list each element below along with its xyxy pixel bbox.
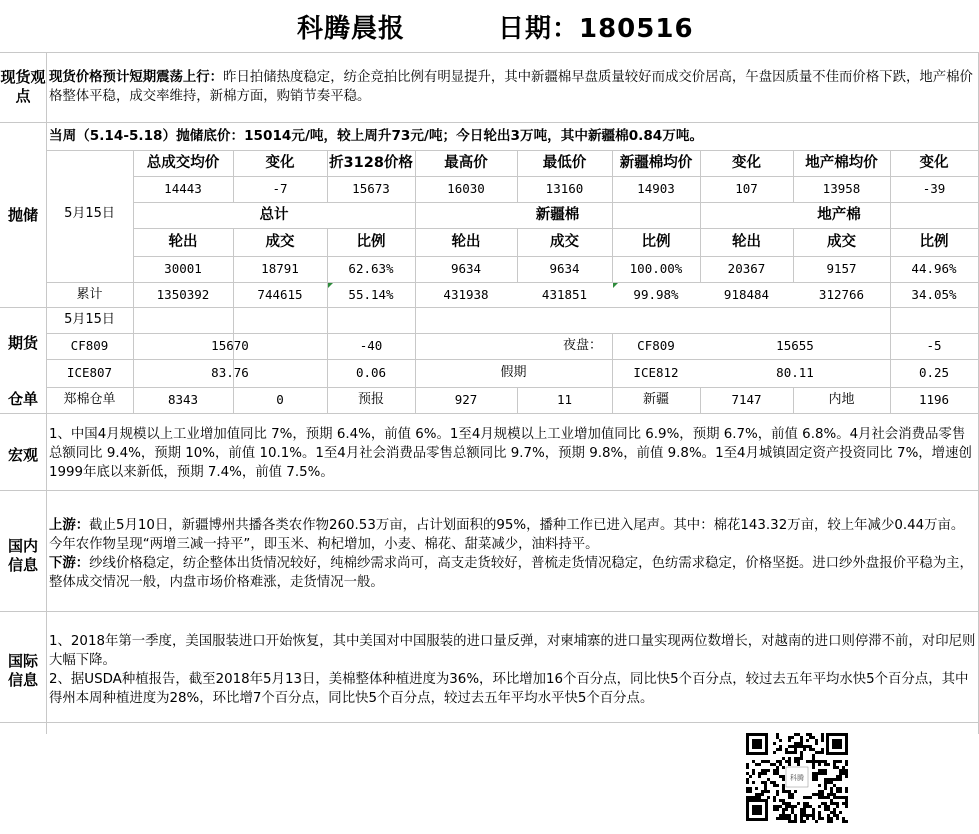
warehouse-forecast: 927 (454, 392, 478, 407)
group-header-total: 总计 (259, 207, 289, 223)
sub-header-local-ratio: 比例 (919, 234, 949, 250)
price-value-local-avg: 13958 (822, 181, 861, 196)
downstream-text: 纱线价格稳定，纺企整体出货情况较好，纯棉纱需求尚可，高支走货较好，普梳走货情况稳定，色纺需求稳定，价格坚挺。进口纱外盘报价平稳为主，整体成交情况一般，内盘市场价格难涨，走货情况一般。 (49, 556, 973, 590)
daily-local-deal: 9157 (826, 261, 857, 276)
ice-back-code: ICE812 (633, 365, 679, 380)
warehouse-section-label: 仓单 (7, 390, 38, 408)
warehouse-inland-value: 1196 (918, 392, 950, 407)
sub-header-xinjiang-out: 轮出 (451, 234, 481, 250)
ice-front-price: 83.76 (211, 365, 249, 380)
warehouse-change: 0 (276, 392, 284, 407)
price-header-change: 变化 (265, 155, 295, 171)
sub-header-local-deal: 成交 (827, 234, 856, 250)
price-value-local-change: -39 (922, 181, 946, 196)
ice-front-code: ICE807 (66, 365, 113, 380)
futures-section-label: 期货 (7, 334, 38, 352)
international-item-1: 1、2018年第一季度，美国服装进口开始恢复，其中美国对中国服装的进口量反弹，对柬埔寨的进口量实现两位数增长，对越南的进口则停滞不前，对印尼则大幅下降。 (49, 634, 976, 668)
cum-total-out: 1350392 (156, 287, 210, 302)
cf-night-change: -5 (926, 338, 942, 353)
international-item-2: 2、据USDA种植报告，截至2018年5月13日，美棉整体种植进度为36%，环比增加16个百分点，同比快5个百分点，较过去五年平均水快5个百分点，其中得州本周种植进度为28%，环比增7个百分点，同比快5个百分点，较过去五年平均水平快5个百分点。 (49, 672, 969, 706)
warehouse-receipts: 8343 (167, 392, 199, 407)
price-value-avg: 14443 (164, 181, 202, 196)
warehouse-name: 郑棉仓单 (63, 392, 116, 407)
price-header-local-change: 变化 (919, 155, 949, 171)
qr-logo-text: 科腾 (790, 774, 804, 782)
daily-local-out: 20367 (727, 261, 766, 276)
ice-front-change: 0.06 (355, 365, 387, 380)
sub-header-xinjiang-ratio: 比例 (641, 234, 671, 250)
price-header-xinjiang-avg: 新疆棉均价 (619, 155, 693, 171)
daily-total-ratio: 62.63% (348, 261, 394, 276)
cum-local-deal: 312766 (818, 287, 865, 302)
upstream-label: 上游： (49, 518, 90, 533)
cf-day-price: 15670 (211, 338, 249, 353)
macro-section-label: 宏观 (7, 446, 38, 464)
group-header-xinjiang: 新疆棉 (535, 207, 580, 223)
daily-total-deal: 18791 (261, 261, 299, 276)
cf-night-price: 15655 (776, 338, 814, 353)
cum-total-ratio: 55.14% (348, 287, 394, 302)
domestic-upstream (49, 516, 976, 554)
daily-xinjiang-out: 9634 (450, 261, 482, 276)
upstream-text: 截止5月10日，新疆博州共播各类农作物260.53万亩，占计划面积的95%，播种工作已进入尾声。其中：棉花143.32万亩，较上年减少0.44万亩。今年农作物呈现“两增三减一持平”，即玉米、枸杞增加，小麦、棉花、甜菜减少，油料持平。 (49, 518, 965, 552)
cf-day-change: -40 (359, 338, 383, 353)
price-value-change: -7 (272, 181, 288, 196)
reserve-section-label: 抛储 (7, 206, 38, 224)
cum-xinjiang-ratio: 99.98% (633, 287, 679, 302)
international-section-label: 国际信息 (7, 652, 38, 689)
price-value-low: 13160 (545, 181, 584, 196)
price-header-local-avg: 地产棉均价 (805, 155, 878, 171)
spot-headline: 现货价格预计短期震荡上行： (49, 70, 224, 85)
price-header-avg: 总成交均价 (146, 155, 220, 171)
cum-local-out: 918484 (723, 287, 770, 302)
group-header-local: 地产棉 (817, 207, 861, 223)
daily-total-out: 30001 (164, 261, 202, 276)
report-date: 日期：180516 (498, 14, 694, 44)
downstream-label: 下游： (49, 556, 90, 571)
warehouse-forecast-change: 11 (556, 392, 573, 407)
sub-header-total-deal: 成交 (265, 234, 295, 250)
price-header-low: 最低价 (542, 155, 587, 171)
report-header (0, 0, 979, 52)
holiday-note: 假期 (500, 365, 527, 380)
night-session-label: 夜盘： (562, 338, 602, 353)
ice-back-change: 0.25 (918, 365, 950, 380)
sub-header-total-ratio: 比例 (356, 234, 386, 250)
domestic-section-label: 国内信息 (7, 537, 38, 574)
price-value-xinjiang-change: 107 (735, 181, 758, 196)
daily-xinjiang-deal: 9634 (549, 261, 580, 276)
cum-xinjiang-out: 431938 (443, 287, 489, 302)
daily-xinjiang-ratio: 100.00% (629, 261, 683, 276)
price-header-xinjiang-change: 变化 (732, 155, 761, 171)
cumulative-label: 累计 (76, 287, 103, 302)
warehouse-xinjiang-label: 新疆 (642, 392, 669, 407)
sub-header-xinjiang-deal: 成交 (550, 234, 579, 250)
cf-night-code: CF809 (637, 338, 675, 353)
cum-total-deal: 744615 (257, 287, 303, 302)
warehouse-inland-label: 内地 (828, 392, 855, 407)
spot-view-paragraph (49, 68, 976, 106)
ice-back-price: 80.11 (776, 365, 814, 380)
macro-text: 1、中国4月规模以上工业增加值同比 7%，预期 6.4%，前值 6%。1至4月规模以上工业增加值同比 6.9%，预期 6.7%，前值 6.8%。4月社会消费品零售总额同比 9.4%，预期 10%，前值 10.1%。1至4月社会消费品零售总额同比 9.7%，预期 9.8%，前值 9.8%。1至4月城镇固定资产投资同比 7%，增速创1999年底以来新低，预期 7.4%，前值 7.5%。 (49, 427, 972, 480)
cf-day-code: CF809 (70, 338, 109, 353)
price-value-high: 16030 (447, 181, 485, 196)
warehouse-forecast-label: 预报 (357, 392, 384, 407)
report-title: 科腾晨报 (297, 14, 406, 44)
price-value-3128: 15673 (352, 181, 390, 196)
qr-code (744, 731, 850, 823)
price-header-high: 最高价 (444, 155, 488, 171)
sub-header-local-out: 轮出 (732, 234, 761, 250)
reserve-summary: 当周（5.14-5.18）抛储底价：15014元/吨，较上周升73元/吨；今日轮出3万吨，其中新疆棉0.84万吨。 (49, 128, 704, 144)
cum-local-ratio: 34.05% (911, 287, 957, 302)
futures-date: 5月15日 (64, 312, 115, 327)
sub-header-total-out: 轮出 (168, 234, 198, 250)
spot-text: 昨日拍储热度稳定，纺企竞拍比例有明显提升，其中新疆棉早盘质量较好而成交价居高，午盘因质量不佳而价格下跌，地产棉价格整体平稳，成交率维持，新棉方面，购销节奏平稳。 (49, 70, 973, 104)
warehouse-xinjiang-value: 7147 (731, 392, 762, 407)
domestic-downstream (49, 554, 976, 592)
daily-local-ratio: 44.96% (911, 261, 957, 276)
reserve-date: 5月15日 (64, 206, 115, 221)
price-value-xinjiang-avg: 14903 (637, 181, 675, 196)
spot-section-label: 现货观点 (0, 68, 46, 105)
price-header-3128: 折3128价格 (329, 155, 413, 171)
cum-xinjiang-deal: 431851 (541, 287, 588, 302)
